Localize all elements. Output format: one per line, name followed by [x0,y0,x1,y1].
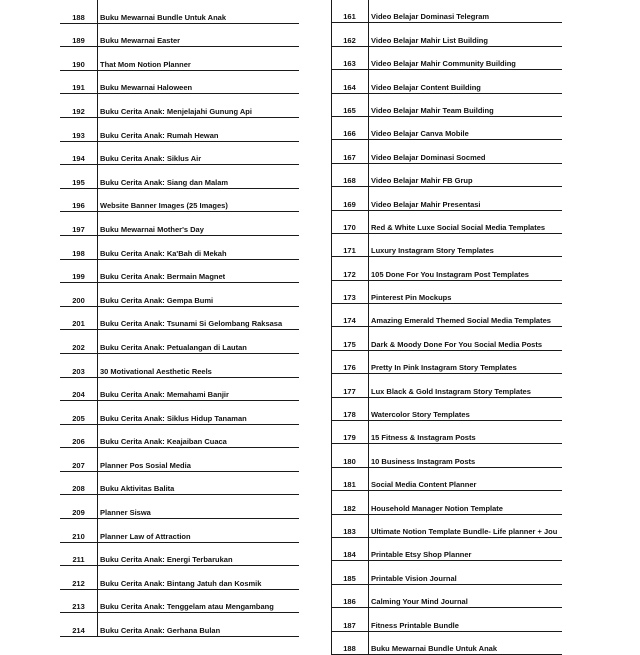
row-number: 195 [72,177,85,187]
product-list-right [331,0,562,655]
row-title: Video Belajar Mahir Community Building [371,59,516,69]
row-number: 186 [343,597,356,607]
table-row [60,0,299,24]
row-number: 192 [72,106,85,116]
row-number: 169 [343,199,356,209]
row-title: Video Belajar Mahir List Building [371,35,488,45]
row-title: Buku Mewarnai Bundle Untuk Anak [371,643,497,653]
row-title: Buku Cerita Anak: Keajaiban Cuaca [100,437,227,447]
table-row [331,585,562,608]
row-number: 179 [343,433,356,443]
table-row [60,142,299,166]
row-title: 10 Business Instagram Posts [371,456,476,466]
row-number: 172 [343,269,356,279]
row-number: 214 [72,626,85,636]
table-row [331,0,562,23]
table-row [331,140,562,163]
row-number: 178 [343,410,356,420]
table-row [60,613,299,637]
row-number: 165 [343,105,356,115]
table-row [331,117,562,140]
row-title: Buku Cerita Anak: Memahami Banjir [100,390,229,400]
table-row [331,561,562,584]
table-row [60,566,299,590]
row-number: 182 [343,503,356,513]
row-title: Luxury Instagram Story Templates [371,246,494,256]
row-title: Buku Cerita Anak: Bintang Jatuh dan Kosmik [100,578,262,588]
row-title: Printable Etsy Shop Planner [371,550,472,560]
row-number: 181 [343,480,356,490]
row-title: Calming Your Mind Journal [371,597,468,607]
row-number: 175 [343,339,356,349]
row-number: 164 [343,82,356,92]
row-number: 171 [343,246,356,256]
table-row [331,164,562,187]
table-row [331,374,562,397]
table-row [331,94,562,117]
row-number: 177 [343,386,356,396]
row-number: 167 [343,152,356,162]
row-number: 185 [343,573,356,583]
row-number: 162 [343,35,356,45]
row-number: 203 [72,366,85,376]
row-title: Amazing Emerald Themed Social Media Templates [371,316,551,326]
row-title: Buku Cerita Anak: Tenggelam atau Mengambang [100,602,274,612]
row-number: 173 [343,293,356,303]
row-title: Household Manager Notion Template [371,503,503,513]
row-title: Video Belajar Dominasi Telegram [371,12,490,22]
table-row [60,307,299,331]
table-row [60,118,299,142]
row-title: Video Belajar Mahir FB Grup [371,176,473,186]
table-row [60,212,299,236]
table-row [60,519,299,543]
table-row [60,472,299,496]
table-row [331,444,562,467]
row-title: Buku Cerita Anak: Tsunami Si Gelombang Raksasa [100,319,283,329]
row-title: Dark & Moody Done For You Social Media Posts [371,339,543,349]
row-title: Buku Aktivitas Balita [100,484,175,494]
table-row [331,211,562,234]
table-row [331,515,562,538]
row-title: Buku Cerita Anak: Ka'Bah di Mekah [100,248,227,258]
row-number: 191 [72,83,85,93]
row-title: Buku Cerita Anak: Energi Terbarukan [100,555,233,565]
table-row [60,24,299,48]
row-number: 168 [343,176,356,186]
table-row [331,398,562,421]
row-title: Buku Cerita Anak: Siklus Hidup Tanaman [100,413,247,423]
row-title: Planner Pos Sosial Media [100,460,191,470]
row-number: 199 [72,272,85,282]
table-row [60,47,299,71]
row-title: Ultimate Notion Template Bundle- Life planner + Jou [371,526,558,536]
row-title: Buku Cerita Anak: Siklus Air [100,154,202,164]
table-row [60,236,299,260]
row-number: 163 [343,59,356,69]
row-title: Video Belajar Content Building [371,82,481,92]
row-number: 196 [72,201,85,211]
row-title: Buku Cerita Anak: Petualangan di Lautan [100,342,247,352]
row-title: Buku Cerita Anak: Rumah Hewan [100,130,219,140]
row-title: Fitness Printable Bundle [371,620,459,630]
row-number: 201 [72,319,85,329]
row-number: 208 [72,484,85,494]
table-row [331,421,562,444]
row-title: 105 Done For You Instagram Post Templates [371,269,529,279]
table-row [60,354,299,378]
table-row [60,448,299,472]
row-number: 207 [72,460,85,470]
table-row [60,543,299,567]
table-row [331,187,562,210]
table-row [331,327,562,350]
row-number: 193 [72,130,85,140]
row-title: Video Belajar Mahir Presentasi [371,199,481,209]
row-number: 204 [72,390,85,400]
table-row [60,425,299,449]
row-title: Pinterest Pin Mockups [371,293,452,303]
table-row [331,608,562,631]
table-row [331,257,562,280]
row-title: Red & White Luxe Social Social Media Templates [371,222,546,232]
table-row [60,71,299,95]
table-row [331,351,562,374]
row-title: Buku Mewarnai Mother's Day [100,224,204,234]
row-title: Buku Cerita Anak: Menjelajahi Gunung Api [100,106,252,116]
row-title: That Mom Notion Planner [100,59,191,69]
row-title: Buku Mewarnai Haloween [100,83,193,93]
row-number: 188 [72,12,85,22]
table-row [331,47,562,70]
row-title: Buku Cerita Anak: Gerhana Bulan [100,626,221,636]
table-row [60,94,299,118]
row-title: Buku Mewarnai Easter [100,36,181,46]
row-title: Lux Black & Gold Instagram Story Templates [371,386,531,396]
table-row [331,304,562,327]
row-title: 15 Fitness & Instagram Posts [371,433,476,443]
product-list-left [60,0,299,637]
row-number: 176 [343,363,356,373]
row-title: Video Belajar Dominasi Socmed [371,152,486,162]
row-number: 166 [343,129,356,139]
table-row [60,495,299,519]
row-number: 184 [343,550,356,560]
row-title: Buku Cerita Anak: Bermain Magnet [100,272,226,282]
row-title: Watercolor Story Templates [371,410,470,420]
row-number: 205 [72,413,85,423]
row-number: 189 [72,36,85,46]
table-row [60,260,299,284]
table-row [331,234,562,257]
row-title: Video Belajar Mahir Team Building [371,105,494,115]
row-number: 187 [343,620,356,630]
table-row [331,70,562,93]
row-number: 161 [343,12,356,22]
row-title: Planner Siswa [100,508,151,518]
table-row [331,538,562,561]
row-title: 30 Motivational Aesthetic Reels [100,366,212,376]
row-number: 202 [72,342,85,352]
row-number: 197 [72,224,85,234]
table-row [60,165,299,189]
table-row [60,401,299,425]
row-number: 211 [72,555,85,565]
row-title: Video Belajar Canva Mobile [371,129,469,139]
table-row [331,632,562,655]
row-number: 180 [343,456,356,466]
row-number: 200 [72,295,85,305]
row-title: Pretty In Pink Instagram Story Templates [371,363,517,373]
table-row [60,590,299,614]
row-number: 190 [72,59,85,69]
row-number: 206 [72,437,85,447]
row-number: 194 [72,154,85,164]
row-title: Social Media Content Planner [371,480,477,490]
row-title: Buku Mewarnai Bundle Untuk Anak [100,12,226,22]
row-title: Website Banner Images (25 Images) [100,201,228,211]
row-number: 170 [343,222,356,232]
row-title: Planner Law of Attraction [100,531,191,541]
table-row [331,281,562,304]
table-row [60,378,299,402]
row-title: Printable Vision Journal [371,573,457,583]
table-row [331,468,562,491]
row-number: 174 [343,316,356,326]
row-title: Buku Cerita Anak: Gempa Bumi [100,295,214,305]
row-number: 188 [343,643,356,653]
table-row [60,330,299,354]
row-number: 213 [72,602,85,612]
table-row [331,491,562,514]
row-title: Buku Cerita Anak: Siang dan Malam [100,177,229,187]
row-number: 198 [72,248,85,258]
row-number: 183 [343,526,356,536]
row-number: 212 [72,578,85,588]
table-row [331,23,562,46]
row-number: 209 [72,508,85,518]
table-row [60,189,299,213]
table-row [60,283,299,307]
row-number: 210 [72,531,85,541]
